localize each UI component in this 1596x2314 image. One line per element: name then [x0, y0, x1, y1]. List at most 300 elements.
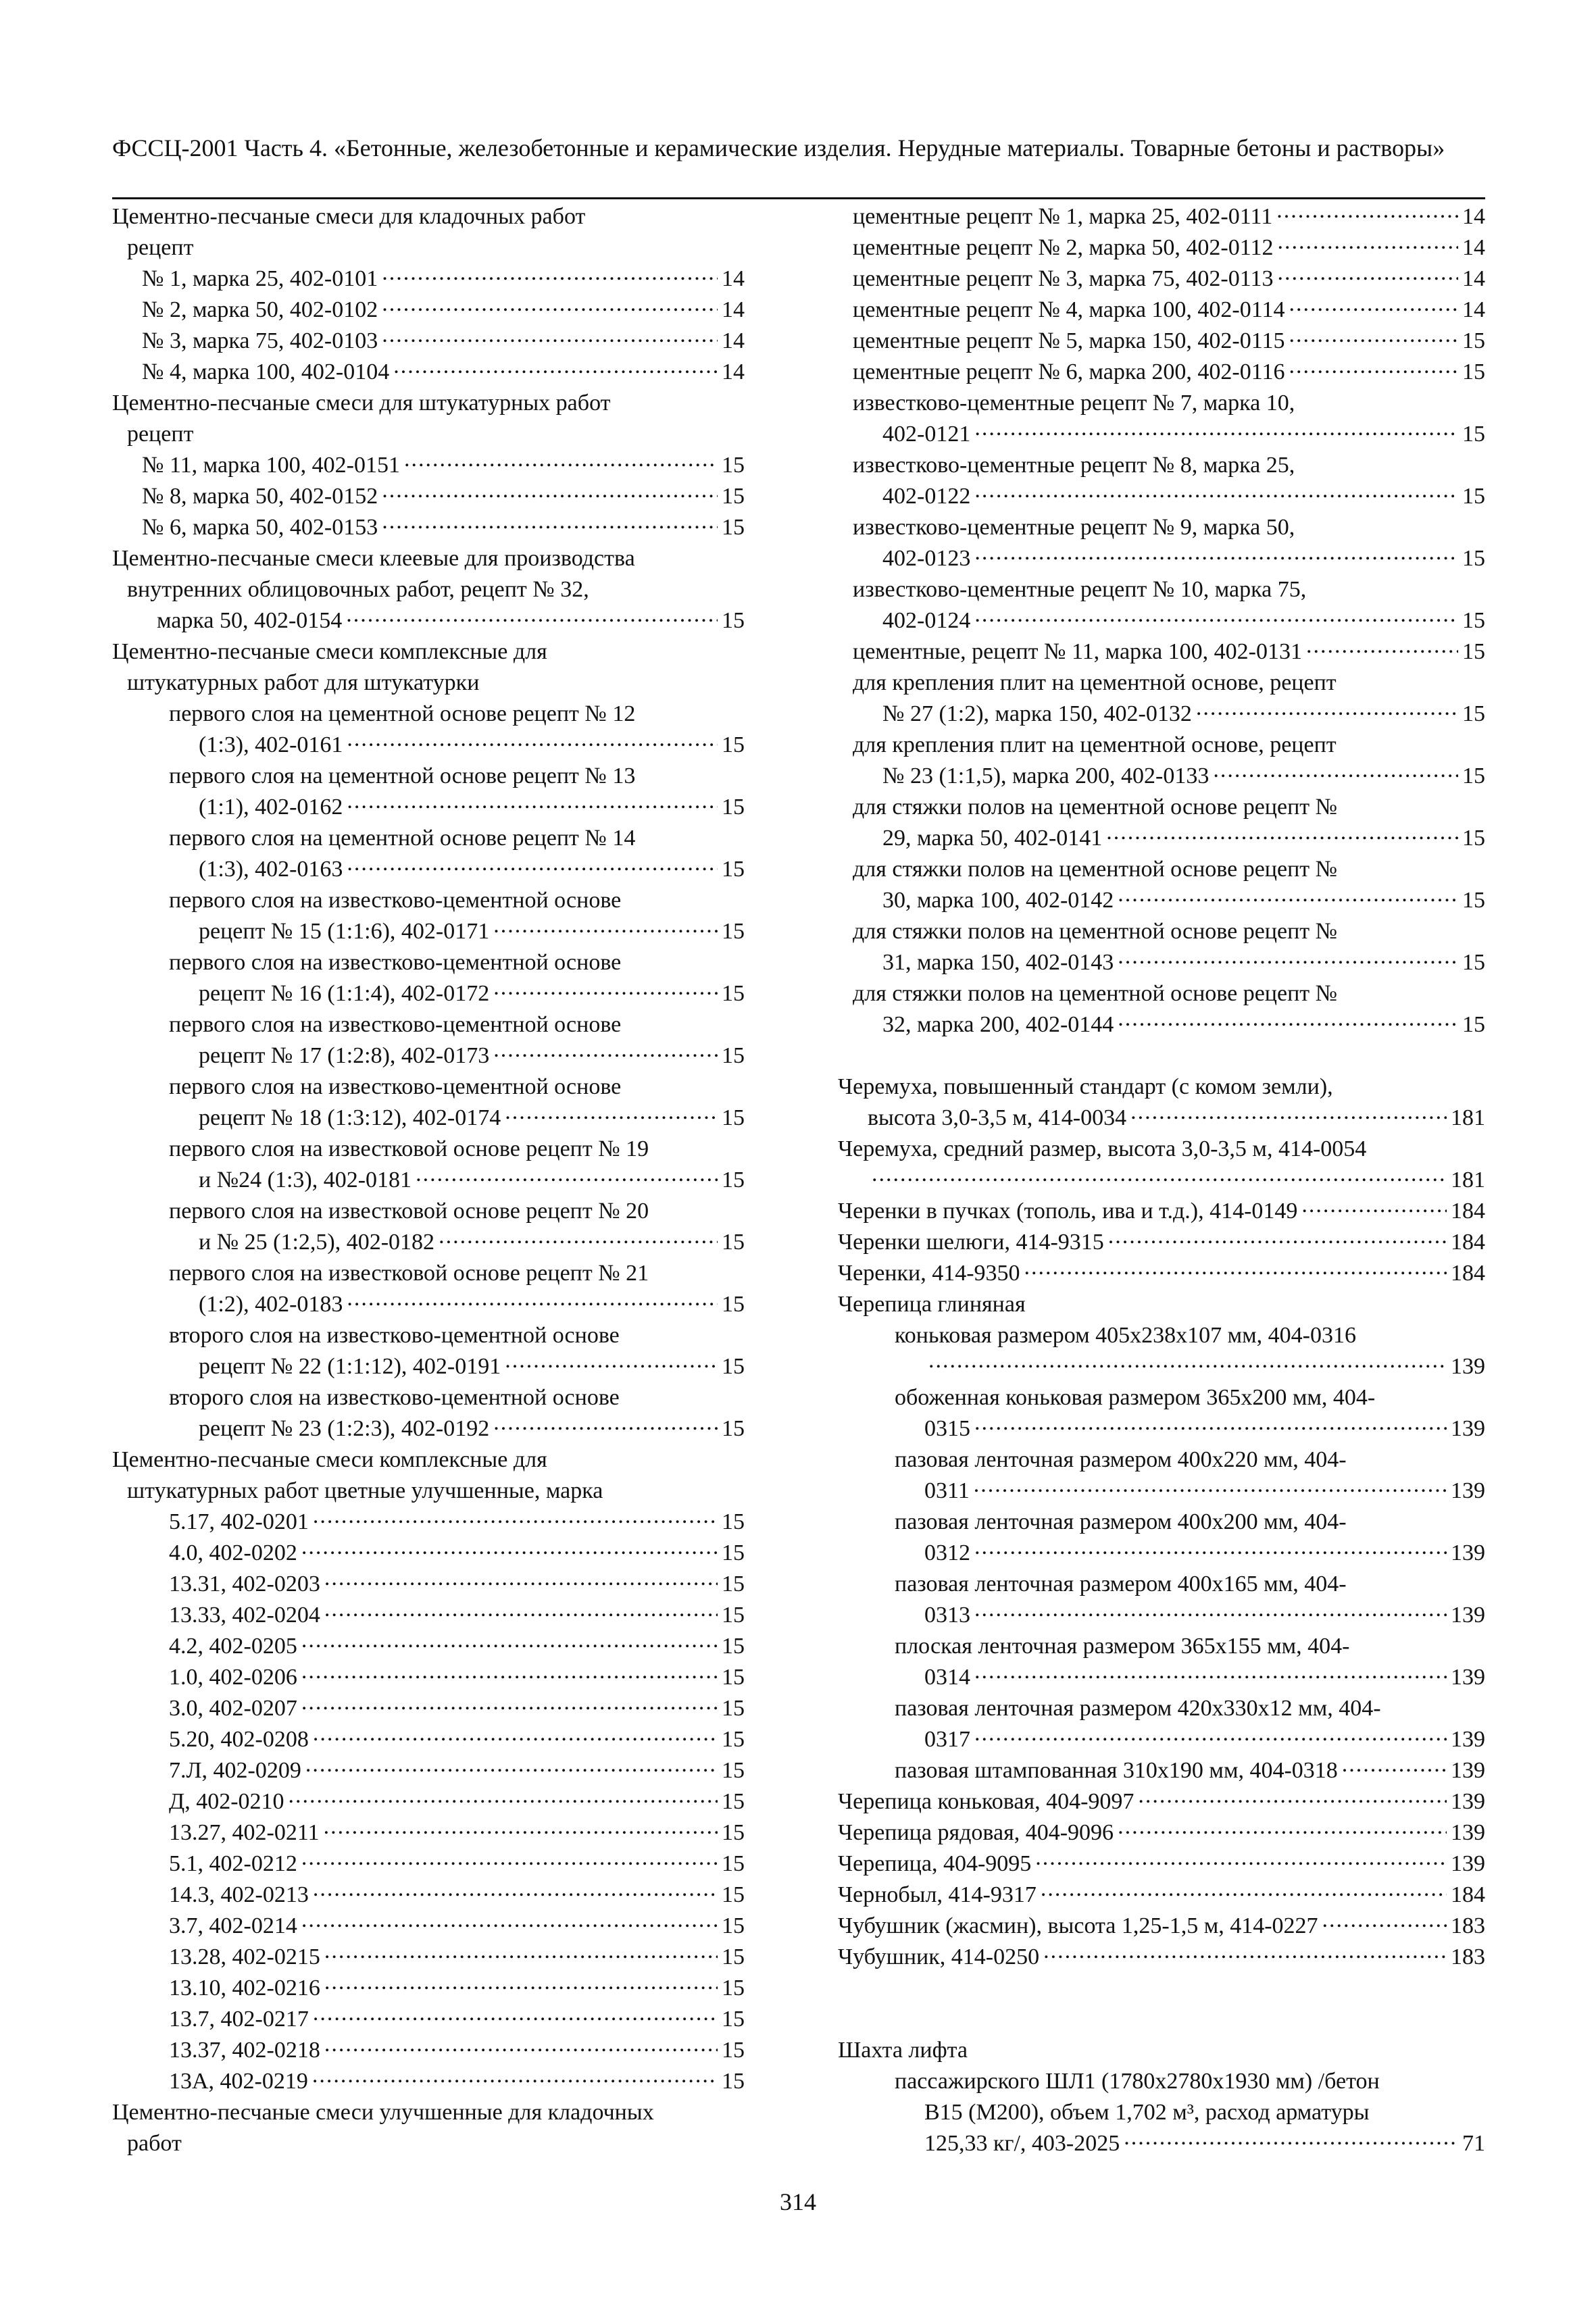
index-entry — [838, 730, 1485, 792]
index-entry-text: Черенки в пучках (тополь, ива и т.д.), 414-0149 — [838, 1199, 1298, 1224]
index-entry — [838, 201, 1485, 232]
index-page-ref: 14 — [1462, 297, 1485, 322]
index-page-ref: 184 — [1451, 1882, 1485, 1907]
index-entry — [838, 388, 1485, 450]
index-entry-line — [112, 730, 745, 761]
index-page-ref: 139 — [1451, 1416, 1485, 1441]
index-entry-line — [112, 1444, 745, 1476]
index-entry-text: 4.2, 402-0205 — [169, 1634, 297, 1659]
index-page-ref: 15 — [722, 1603, 745, 1628]
index-entry-line — [838, 1942, 1485, 1973]
index-entry-line — [112, 854, 745, 885]
dot-leader — [382, 481, 718, 512]
index-page-ref: 15 — [722, 608, 745, 633]
index-entry — [112, 699, 745, 761]
index-entry-text: (1:1), 402-0162 — [199, 795, 343, 820]
index-entry — [112, 2066, 745, 2097]
index-entry-text: внутренних облицовочных работ, рецепт № 32, — [127, 577, 589, 602]
index-entry-line — [838, 1165, 1485, 1196]
dot-leader — [1289, 357, 1458, 388]
index-entry-line — [112, 2097, 745, 2128]
index-page-ref: 71 — [1462, 2131, 1485, 2156]
index-page-ref: 15 — [722, 1944, 745, 1969]
index-entry — [838, 295, 1485, 326]
index-entry-text: пазовая штампованная 310x190 мм, 404-0318 — [895, 1758, 1338, 1783]
index-entry-line — [838, 1227, 1485, 1258]
index-entry-line — [838, 263, 1485, 295]
index-entry-line — [112, 1631, 745, 1662]
dot-leader — [974, 1662, 1447, 1693]
index-entry-line — [112, 512, 745, 543]
index-entry-text: первого слоя на известковой основе рецепт № 20 — [169, 1199, 649, 1224]
dot-leader — [1024, 1258, 1447, 1289]
dot-leader — [974, 543, 1458, 574]
index-entry-text: Цементно-песчаные смеси улучшенные для кладочных — [112, 2100, 654, 2125]
index-entry-text: Черепица коньковая, 404-9097 — [838, 1789, 1134, 1814]
dot-leader — [974, 605, 1458, 636]
index-entry-text: пазовая ленточная размером 400x220 мм, 404- — [895, 1447, 1347, 1472]
index-entry-line — [838, 761, 1485, 792]
index-entry-line — [838, 1631, 1485, 1662]
index-page-ref: 15 — [1462, 422, 1485, 447]
index-entry-line — [112, 916, 745, 947]
index-entry-line — [838, 543, 1485, 574]
index-entry-text: В15 (М200), объем 1,702 м³, расход арматуры — [924, 2100, 1370, 2125]
index-entry-text: для стяжки полов на цементной основе рецепт № — [853, 795, 1338, 820]
index-entry — [112, 1942, 745, 1973]
index-entry-text: 4.0, 402-0202 — [169, 1540, 297, 1565]
index-entry — [112, 1662, 745, 1693]
index-page-ref: 15 — [1462, 701, 1485, 726]
index-entry-text: 7.Л, 402-0209 — [169, 1758, 301, 1783]
index-entry-text: Чубушник (жасмин), высота 1,25-1,5 м, 414-0227 — [838, 1913, 1318, 1938]
index-entry-line — [838, 1103, 1485, 1134]
index-entry-line — [838, 1880, 1485, 1911]
index-entry-text: второго слоя на известково-цементной основе — [169, 1385, 620, 1410]
index-entry — [112, 326, 745, 357]
index-entry — [112, 1848, 745, 1880]
index-entry-line — [838, 823, 1485, 854]
index-entry-text: 31, марка 150, 402-0143 — [882, 950, 1114, 975]
index-entry-line — [838, 2035, 1485, 2066]
index-entry-line — [838, 978, 1485, 1009]
index-page-ref: 184 — [1451, 1230, 1485, 1255]
index-entry-text: 5.20, 402-0208 — [169, 1727, 309, 1752]
index-entry-line — [838, 1382, 1485, 1413]
index-page-ref: 15 — [722, 919, 745, 944]
index-entry-text: для крепления плит на цементной основе, рецепт — [853, 670, 1337, 695]
index-page-ref: 15 — [722, 1571, 745, 1596]
index-entry-text: рецепт № 22 (1:1:12), 402-0191 — [199, 1354, 501, 1379]
index-entry-text: Д, 402-0210 — [169, 1789, 284, 1814]
index-entry-text: Чернобыл, 414-9317 — [838, 1882, 1037, 1907]
dot-leader — [1043, 1942, 1447, 1973]
index-page-ref: 15 — [722, 2069, 745, 2094]
index-entry — [112, 885, 745, 947]
dot-leader — [301, 1911, 718, 1942]
index-entry — [838, 1942, 1485, 1973]
index-entry-text: 1.0, 402-0206 — [169, 1665, 297, 1690]
index-entry-line — [112, 1258, 745, 1289]
dot-leader — [382, 263, 718, 295]
index-entry — [112, 1693, 745, 1724]
index-entry — [112, 1538, 745, 1569]
index-entry-text: 13.33, 402-0204 — [169, 1603, 320, 1628]
index-entry-line — [112, 1382, 745, 1413]
index-entry-line — [838, 419, 1485, 450]
dot-leader — [974, 1413, 1447, 1444]
index-entry-text: 402-0121 — [882, 422, 971, 447]
dot-leader — [1138, 1786, 1447, 1817]
index-page-ref: 15 — [722, 1634, 745, 1659]
index-entry-line — [838, 699, 1485, 730]
index-entry — [112, 1476, 745, 1507]
dot-leader — [1124, 2128, 1458, 2159]
index-entry-text: 29, марка 50, 402-0141 — [882, 826, 1103, 851]
index-entry-line — [112, 1724, 745, 1755]
dot-leader — [324, 1569, 718, 1600]
index-entry-line — [838, 668, 1485, 699]
index-entry-line — [112, 2066, 745, 2097]
index-entry — [112, 1009, 745, 1072]
index-entry-line — [838, 1258, 1485, 1289]
index-entry — [112, 2004, 745, 2035]
index-page-ref: 14 — [1462, 235, 1485, 260]
index-entry — [112, 1382, 745, 1444]
dot-leader — [493, 1413, 718, 1444]
dot-leader — [974, 1724, 1447, 1755]
index-entry-text: для стяжки полов на цементной основе рецепт № — [853, 857, 1338, 882]
dot-leader — [301, 1662, 718, 1693]
index-entry-line — [838, 1600, 1485, 1631]
index-page-ref: 139 — [1451, 1851, 1485, 1876]
dot-leader — [324, 1817, 718, 1848]
header-rule — [112, 197, 1485, 199]
dot-leader — [493, 1040, 718, 1072]
index-page-ref: 15 — [722, 1230, 745, 1255]
dot-leader — [313, 1507, 718, 1538]
index-entry-text: № 2, марка 50, 402-0102 — [142, 297, 378, 322]
index-entry-line — [112, 574, 745, 605]
index-entry-text: известково-цементные рецепт № 10, марка 75, — [853, 577, 1307, 602]
index-spacer — [838, 2004, 1485, 2035]
dot-leader — [313, 1880, 718, 1911]
index-entry-line — [838, 1724, 1485, 1755]
index-entry-text: Цементно-песчаные смеси клеевые для производства — [112, 546, 635, 571]
index-entry — [838, 1786, 1485, 1817]
page-number: 314 — [780, 2188, 816, 2215]
index-entry — [112, 1973, 745, 2004]
dot-leader — [347, 1289, 718, 1320]
index-page-ref: 14 — [722, 328, 745, 353]
index-entry-text: известково-цементные рецепт № 9, марка 50, — [853, 515, 1295, 540]
index-entry-text: рецепт — [127, 235, 194, 260]
index-entry-text: 0315 — [924, 1416, 970, 1441]
index-entry-line — [838, 1444, 1485, 1476]
index-entry-text: 0312 — [924, 1540, 970, 1565]
index-entry — [838, 357, 1485, 388]
index-entry-line — [838, 1009, 1485, 1040]
index-entry-line — [112, 201, 745, 232]
index-entry-text: № 23 (1:1,5), марка 200, 402-0133 — [882, 763, 1210, 788]
index-entry-line — [112, 792, 745, 823]
index-entry-line — [838, 730, 1485, 761]
index-entry-text: цементные рецепт № 3, марка 75, 402-0113 — [853, 266, 1274, 291]
index-entry — [112, 512, 745, 543]
index-entry-line — [838, 1538, 1485, 1569]
dot-leader — [974, 1476, 1447, 1507]
index-entry — [838, 1320, 1485, 1382]
index-entry-line — [838, 1755, 1485, 1786]
dot-leader — [928, 1351, 1447, 1382]
dot-leader — [1118, 1009, 1458, 1040]
dot-leader — [301, 1693, 718, 1724]
index-entry — [112, 1196, 745, 1258]
index-page-ref: 15 — [722, 1509, 745, 1534]
index-entry-text: пазовая ленточная размером 400x165 мм, 404- — [895, 1571, 1347, 1596]
index-entry-text: цементные рецепт № 4, марка 100, 402-0114 — [853, 297, 1285, 322]
index-entry — [838, 1911, 1485, 1942]
index-page-ref: 139 — [1451, 1758, 1485, 1783]
index-entry-line — [838, 1693, 1485, 1724]
dot-leader — [1277, 263, 1458, 295]
index-entry-line — [112, 605, 745, 636]
index-entry — [112, 2097, 745, 2128]
index-entry-text: и № 25 (1:2,5), 402-0182 — [199, 1230, 435, 1255]
index-entry-line — [112, 947, 745, 978]
dot-leader — [974, 481, 1458, 512]
index-entry — [112, 295, 745, 326]
index-entry-line — [838, 1072, 1485, 1103]
index-entry-text: коньковая размером 405x238x107 мм, 404-0316 — [895, 1323, 1356, 1348]
index-entry-line — [838, 295, 1485, 326]
index-entry-text: марка 50, 402-0154 — [157, 608, 343, 633]
index-entry — [112, 1507, 745, 1538]
index-entry — [112, 636, 745, 668]
index-entry-text: цементные рецепт № 2, марка 50, 402-0112 — [853, 235, 1274, 260]
index-entry-line — [838, 1320, 1485, 1351]
dot-leader — [1196, 699, 1458, 730]
index-entry — [112, 668, 745, 699]
index-entry-line — [838, 916, 1485, 947]
dot-leader — [347, 854, 718, 885]
dot-leader — [1322, 1911, 1447, 1942]
dot-leader — [301, 1538, 718, 1569]
index-entry-text: первого слоя на известковой основе рецепт № 19 — [169, 1136, 649, 1161]
index-entry-text: № 27 (1:2), марка 150, 402-0132 — [882, 701, 1192, 726]
index-spacer — [838, 1973, 1485, 2004]
index-entry — [838, 1755, 1485, 1786]
index-entry — [112, 1134, 745, 1196]
index-entry — [112, 1755, 745, 1786]
index-entry-text: высота 3,0-3,5 м, 414-0034 — [868, 1105, 1127, 1130]
dot-leader — [1106, 823, 1458, 854]
index-entry — [112, 1724, 745, 1755]
index-entry — [112, 388, 745, 419]
index-page-ref: 139 — [1451, 1603, 1485, 1628]
dot-leader — [1342, 1755, 1447, 1786]
index-page-ref: 15 — [722, 857, 745, 882]
dot-leader — [1118, 1817, 1447, 1848]
index-entry-line — [112, 2035, 745, 2066]
index-page-ref: 139 — [1451, 1540, 1485, 1565]
index-entry-text: Цементно-песчаные смеси для кладочных работ — [112, 204, 586, 229]
index-entry-text: № 1, марка 25, 402-0101 — [142, 266, 378, 291]
index-page-ref: 15 — [722, 1540, 745, 1565]
dot-leader — [347, 792, 718, 823]
dot-leader — [974, 419, 1458, 450]
index-entry — [112, 1072, 745, 1134]
index-entry-text: для стяжки полов на цементной основе рецепт № — [853, 981, 1338, 1006]
index-entry-line — [838, 1507, 1485, 1538]
index-entry — [838, 1134, 1485, 1196]
index-entry-text: для стяжки полов на цементной основе рецепт № — [853, 919, 1338, 944]
index-entry-line — [112, 1009, 745, 1040]
index-entry-line — [838, 450, 1485, 481]
index-entry-line — [838, 854, 1485, 885]
index-entry — [838, 792, 1485, 854]
index-page-ref: 15 — [1462, 546, 1485, 571]
index-entry-line — [112, 450, 745, 481]
index-entry — [838, 978, 1485, 1040]
dot-leader — [382, 295, 718, 326]
index-page-ref: 181 — [1451, 1105, 1485, 1130]
index-entry-text: 13.10, 402-0216 — [169, 1976, 320, 2001]
dot-leader — [1118, 947, 1458, 978]
index-entry-text: для крепления плит на цементной основе, рецепт — [853, 732, 1337, 757]
index-entry — [112, 543, 745, 574]
index-page-ref: 15 — [722, 1292, 745, 1317]
index-entry-text: № 8, марка 50, 402-0152 — [142, 484, 378, 509]
index-entry — [112, 419, 745, 450]
index-page-ref: 15 — [722, 732, 745, 757]
index-page-ref: 15 — [722, 1913, 745, 1938]
index-entry-text: 3.0, 402-0207 — [169, 1696, 297, 1721]
index-entry — [112, 1600, 745, 1631]
index-entry-line — [112, 326, 745, 357]
index-entry — [112, 823, 745, 885]
index-entry-text: 125,33 кг/, 403-2025 — [924, 2131, 1120, 2156]
index-entry-line — [838, 2066, 1485, 2097]
index-entry-line — [112, 2004, 745, 2035]
index-entry-line — [838, 1413, 1485, 1444]
index-entry — [112, 1320, 745, 1382]
index-page-ref: 14 — [1462, 266, 1485, 291]
index-entry-text: № 6, марка 50, 402-0153 — [142, 515, 378, 540]
index-entry-text: Черенки шелюги, 414-9315 — [838, 1230, 1104, 1255]
dot-leader — [289, 1786, 718, 1817]
index-entry-line — [112, 1569, 745, 1600]
index-entry-text: 5.1, 402-0212 — [169, 1851, 297, 1876]
index-entry — [112, 1911, 745, 1942]
index-entry-line — [838, 1817, 1485, 1848]
index-column-left — [112, 201, 745, 2159]
index-entry-text: первого слоя на известковой основе рецепт № 21 — [169, 1261, 649, 1286]
index-page-ref: 15 — [1462, 328, 1485, 353]
dot-leader — [505, 1351, 718, 1382]
index-entry-text: штукатурных работ для штукатурки — [127, 670, 480, 695]
index-page-ref: 15 — [1462, 826, 1485, 851]
index-entry-line — [112, 636, 745, 668]
index-entry-text: пазовая ленточная размером 400x200 мм, 404- — [895, 1509, 1347, 1534]
dot-leader — [416, 1165, 718, 1196]
index-page-ref: 15 — [722, 1665, 745, 1690]
index-entry-text: 13.7, 402-0217 — [169, 2007, 309, 2032]
index-entry — [112, 574, 745, 636]
index-entry-line — [112, 1600, 745, 1631]
index-entry — [838, 1227, 1485, 1258]
index-page-ref: 184 — [1451, 1199, 1485, 1224]
index-entry-line — [838, 512, 1485, 543]
index-entry — [838, 1880, 1485, 1911]
index-entry — [112, 1444, 745, 1476]
dot-leader — [1289, 295, 1458, 326]
index-page-ref: 15 — [722, 795, 745, 820]
index-entry — [838, 1382, 1485, 1444]
index-entry — [112, 1631, 745, 1662]
index-entry — [112, 1880, 745, 1911]
index-entry-text: Цементно-песчаные смеси для штукатурных работ — [112, 391, 611, 416]
index-page-ref: 15 — [722, 1043, 745, 1068]
index-entry — [112, 232, 745, 263]
index-entry-text: Цементно-песчаные смеси комплексные для — [112, 639, 547, 664]
index-entry-line — [112, 1817, 745, 1848]
index-page-ref: 15 — [722, 1727, 745, 1752]
dot-leader — [974, 1538, 1447, 1569]
dot-leader — [324, 1942, 718, 1973]
index-page-ref: 183 — [1451, 1944, 1485, 1969]
index-entry-line — [112, 1538, 745, 1569]
index-entry-line — [838, 792, 1485, 823]
index-entry-line — [838, 947, 1485, 978]
index-entry-line — [838, 885, 1485, 916]
dot-leader — [1213, 761, 1458, 792]
index-page-ref: 15 — [1462, 359, 1485, 384]
index-entry — [838, 1631, 1485, 1693]
index-page-ref: 183 — [1451, 1913, 1485, 1938]
index-entry-text: рецепт № 18 (1:3:12), 402-0174 — [199, 1105, 501, 1130]
index-entry-text: пассажирского ШЛ1 (1780x2780x1930 мм) /бетон — [895, 2069, 1380, 2094]
index-entry — [838, 668, 1485, 730]
index-entry-line — [112, 481, 745, 512]
index-page-ref: 15 — [722, 1105, 745, 1130]
index-entry-line — [112, 1693, 745, 1724]
index-entry-line — [112, 1848, 745, 1880]
index-entry-line — [112, 388, 745, 419]
dot-leader — [324, 1973, 718, 2004]
index-entry-text: рецепт № 23 (1:2:3), 402-0192 — [199, 1416, 490, 1441]
dot-leader — [1130, 1103, 1447, 1134]
index-page-ref: 15 — [722, 1851, 745, 1876]
index-entry — [112, 1258, 745, 1320]
index-entry-line — [838, 1289, 1485, 1320]
index-entry-text: работ — [127, 2131, 182, 2156]
index-entry — [838, 1569, 1485, 1631]
index-entry-line — [112, 1911, 745, 1942]
index-entry — [838, 636, 1485, 668]
index-page-ref: 15 — [722, 1789, 745, 1814]
index-entry-line — [112, 1662, 745, 1693]
index-entry-line — [838, 1662, 1485, 1693]
page-header — [112, 132, 1484, 164]
index-entry — [112, 481, 745, 512]
index-entry-line — [112, 1289, 745, 1320]
index-entry-line — [838, 201, 1485, 232]
index-page-ref: 15 — [722, 2007, 745, 2032]
index-entry — [112, 761, 745, 823]
index-entry-line — [838, 388, 1485, 419]
index-entry-text: рецепт № 16 (1:1:4), 402-0172 — [199, 981, 490, 1006]
